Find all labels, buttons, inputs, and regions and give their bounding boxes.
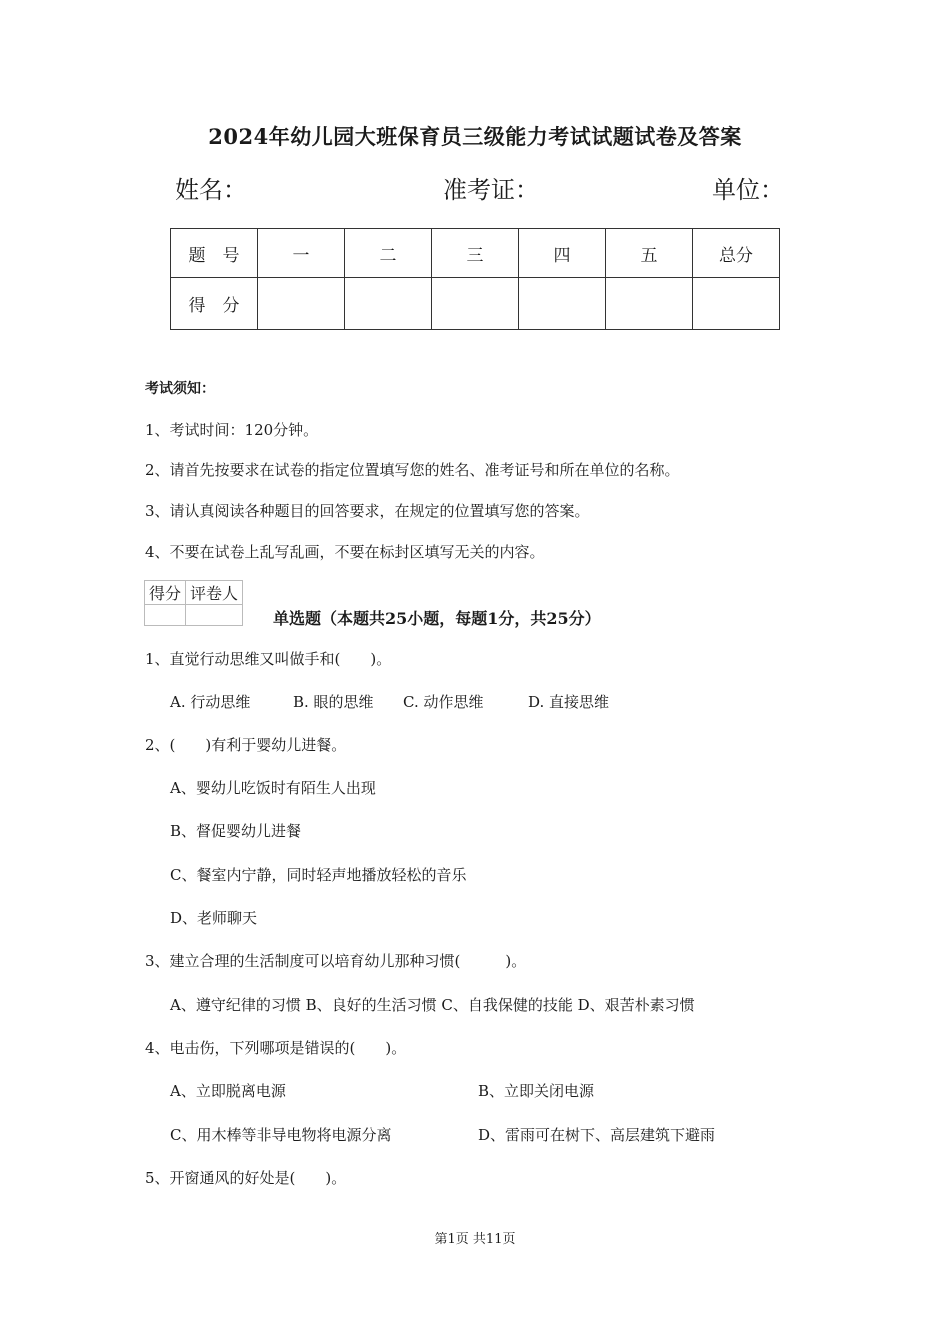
grader-box [144,580,243,626]
score-table-header-4: 四 [519,229,606,278]
option-b: B. 眼的思维 [293,693,374,711]
score-table-header-3: 三 [432,229,519,278]
option-a: A. 行动思维 [170,693,251,711]
document-title: 2024年幼儿园大班保育员三级能力考试试题试卷及答案 [208,124,742,149]
score-table-header-label: 题 号 [171,229,258,278]
grader-reviewer-cell[interactable] [186,605,243,626]
score-table-header-total: 总分 [693,229,780,278]
score-table-header-5: 五 [606,229,693,278]
name-field-label: 姓名： [175,176,247,204]
option-d: D. 直接思维 [528,693,610,711]
score-cell-2[interactable] [345,278,432,330]
question-stem: 5、开窗通风的好处是( )。 [145,1169,347,1187]
score-table-score-row [171,278,780,330]
score-table-header-1: 一 [258,229,345,278]
score-table [170,228,780,330]
grader-score-label: 得分 [145,581,186,605]
question-stem: 1、直觉行动思维又叫做手和( )。 [145,650,392,668]
option-c: C、用木棒等非导电物将电源分离 [170,1126,392,1144]
question-stem: 4、电击伤，下列哪项是错误的( )。 [145,1039,407,1057]
question-stem: 3、建立合理的生活制度可以培育幼儿那种习惯( )。 [145,952,527,970]
score-cell-total[interactable] [693,278,780,330]
question-stem: 2、( )有利于婴幼儿进餐。 [145,736,347,754]
exam-id-field-label: 准考证： [443,176,539,204]
score-table-row-label: 得 分 [171,278,258,330]
option-a: A、立即脱离电源 [170,1082,286,1100]
score-table-header-row [171,229,780,278]
score-cell-5[interactable] [606,278,693,330]
page-footer: 第1页 共11页 [434,1232,516,1247]
option-c: C. 动作思维 [403,693,484,711]
score-cell-4[interactable] [519,278,606,330]
option-d: D、雷雨可在树下、高层建筑下避雨 [478,1126,716,1144]
grader-reviewer-label: 评卷人 [186,581,243,605]
option-b: B、督促婴幼儿进餐 [170,822,302,840]
score-table-header-2: 二 [345,229,432,278]
score-cell-1[interactable] [258,278,345,330]
options-line: A、遵守纪律的习惯 B、良好的生活习惯 C、自我保健的技能 D、艰苦朴素习惯 [170,996,695,1014]
score-cell-3[interactable] [432,278,519,330]
notice-item: 3、请认真阅读各种题目的回答要求，在规定的位置填写您的答案。 [145,502,590,520]
option-d: D、老师聊天 [170,909,258,927]
notice-heading: 考试须知： [145,381,215,397]
notice-item: 4、不要在试卷上乱写乱画，不要在标封区填写无关的内容。 [145,543,545,561]
notice-item: 1、考试时间：120分钟。 [145,421,319,439]
unit-field-label: 单位： [712,176,784,204]
option-b: B、立即关闭电源 [478,1082,595,1100]
option-c: C、餐室内宁静，同时轻声地播放轻松的音乐 [170,866,467,884]
grader-score-cell[interactable] [145,605,186,626]
option-a: A、婴幼儿吃饭时有陌生人出现 [170,779,376,797]
section-title: 单选题（本题共25小题，每题1分，共25分） [273,609,601,628]
notice-item: 2、请首先按要求在试卷的指定位置填写您的姓名、准考证号和所在单位的名称。 [145,461,680,479]
